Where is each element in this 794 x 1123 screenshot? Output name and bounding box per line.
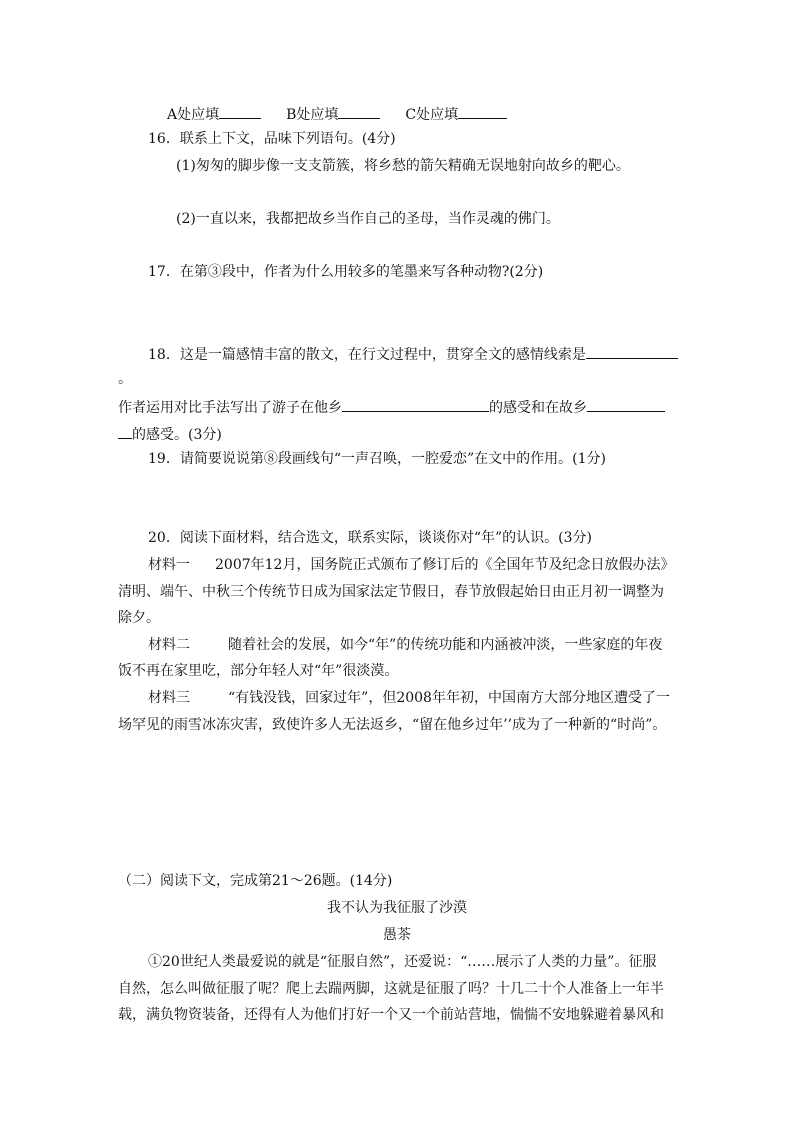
q15-c-blank[interactable] — [458, 103, 507, 119]
q18-line-1-text: 18．这是一篇感情丰富的散文，在行文过程中，贯穿全文的感情线索是 — [148, 347, 586, 363]
article-p1-line2: 自然，怎么叫做征服了呢？爬上去踹两脚，这就是征服了吗？十几二十个人准备上一年半 — [118, 981, 664, 997]
q18-line-2: 。 — [118, 371, 132, 387]
q20-m1-line3: 除夕。 — [118, 610, 160, 626]
q18-line-4-text: 的感受。(3分) — [132, 427, 222, 443]
q20-material-3 — [148, 688, 670, 708]
q17-title: 17．在第③段中，作者为什么用较多的笔墨来写各种动物?(2分) — [148, 264, 544, 280]
q18-line-3 — [118, 396, 665, 418]
q20-m2-line1: 随着社会的发展，如今“年”的传统功能和内涵被冲淡，一些家庭的年夜 — [228, 637, 663, 653]
q15-b-label: B处应填 — [286, 107, 339, 123]
q15-b-blank[interactable] — [338, 103, 380, 119]
q20-material-1 — [148, 555, 674, 575]
q18-line-3-text-a: 作者运用对比手法写出了游子在他乡 — [118, 400, 342, 416]
q20-m1-line1: 2007年12月，国务院正式颁布了修订后的《全国年节及纪念日放假办法》 — [215, 557, 675, 573]
q15-answer-line — [167, 103, 507, 125]
q20-material-2 — [148, 635, 662, 655]
q19-title: 19．请简要说说第⑧段画线句“一声召唤，一腔爱恋”在文中的作用。(1分) — [148, 451, 606, 467]
q20-m1-line2: 清明、端午、中秋三个传统节日成为国家法定节假日，春节放假起始日由正月初一调整为 — [118, 584, 664, 600]
q20-m3-label: 材料三 — [148, 690, 190, 706]
q18-line-1 — [148, 343, 678, 365]
q15-a-label: A处应填 — [167, 107, 220, 123]
q16-title: 16．联系上下文，品味下列语句。(4分) — [148, 131, 396, 147]
q18-home-blank-cont[interactable] — [118, 423, 132, 439]
q20-m2-line2: 饭不再在家里吃，部分年轻人对“年”很淡漠。 — [118, 663, 399, 679]
q18-line-3-text-b: 的感受和在故乡 — [489, 400, 587, 416]
q16-sentence-2: (2)一直以来，我都把故乡当作自己的圣母，当作灵魂的佛门。 — [176, 211, 560, 227]
article-p1-line1: ①20世纪人类最爱说的就是“征服自然”，还爱说：“……展示了人类的力量”。征服 — [148, 954, 657, 970]
q20-m3-line1: “有钱没钱，回家过年”，但2008年年初，中国南方大部分地区遭受了一 — [228, 690, 670, 706]
q18-away-blank[interactable] — [342, 396, 489, 412]
q16-sentence-1: (1)匆匆的脚步像一支支箭簇，将乡愁的箭矢精确无误地射向故乡的靶心。 — [176, 158, 630, 174]
q18-clue-blank[interactable] — [586, 343, 678, 359]
q15-a-blank[interactable] — [219, 103, 261, 119]
q20-m2-label: 材料二 — [148, 637, 190, 653]
q15-c-label: C处应填 — [405, 107, 459, 123]
article-author: 愚茶 — [383, 927, 411, 943]
q18-home-blank[interactable] — [587, 396, 665, 412]
article-title: 我不认为我征服了沙漠 — [327, 900, 467, 916]
q18-line-4 — [118, 423, 222, 445]
article-p1-line3: 载，满负物资装备，还得有人为他们打好一个又一个前站营地，惴惴不安地躲避着暴风和 — [118, 1007, 664, 1023]
q20-m3-line2: 场罕见的雨雪冰冻灾害，致使许多人无法返乡，“留在他乡过年’’成为了一种新的“时尚”。 — [118, 717, 667, 733]
q20-m1-label: 材料一 — [148, 557, 190, 573]
section2-heading: （二）阅读下文，完成第21～26题。(14分) — [118, 873, 393, 889]
q20-title: 20．阅读下面材料，结合选文，联系实际，谈谈你对“年”的认识。(3分) — [148, 530, 592, 546]
